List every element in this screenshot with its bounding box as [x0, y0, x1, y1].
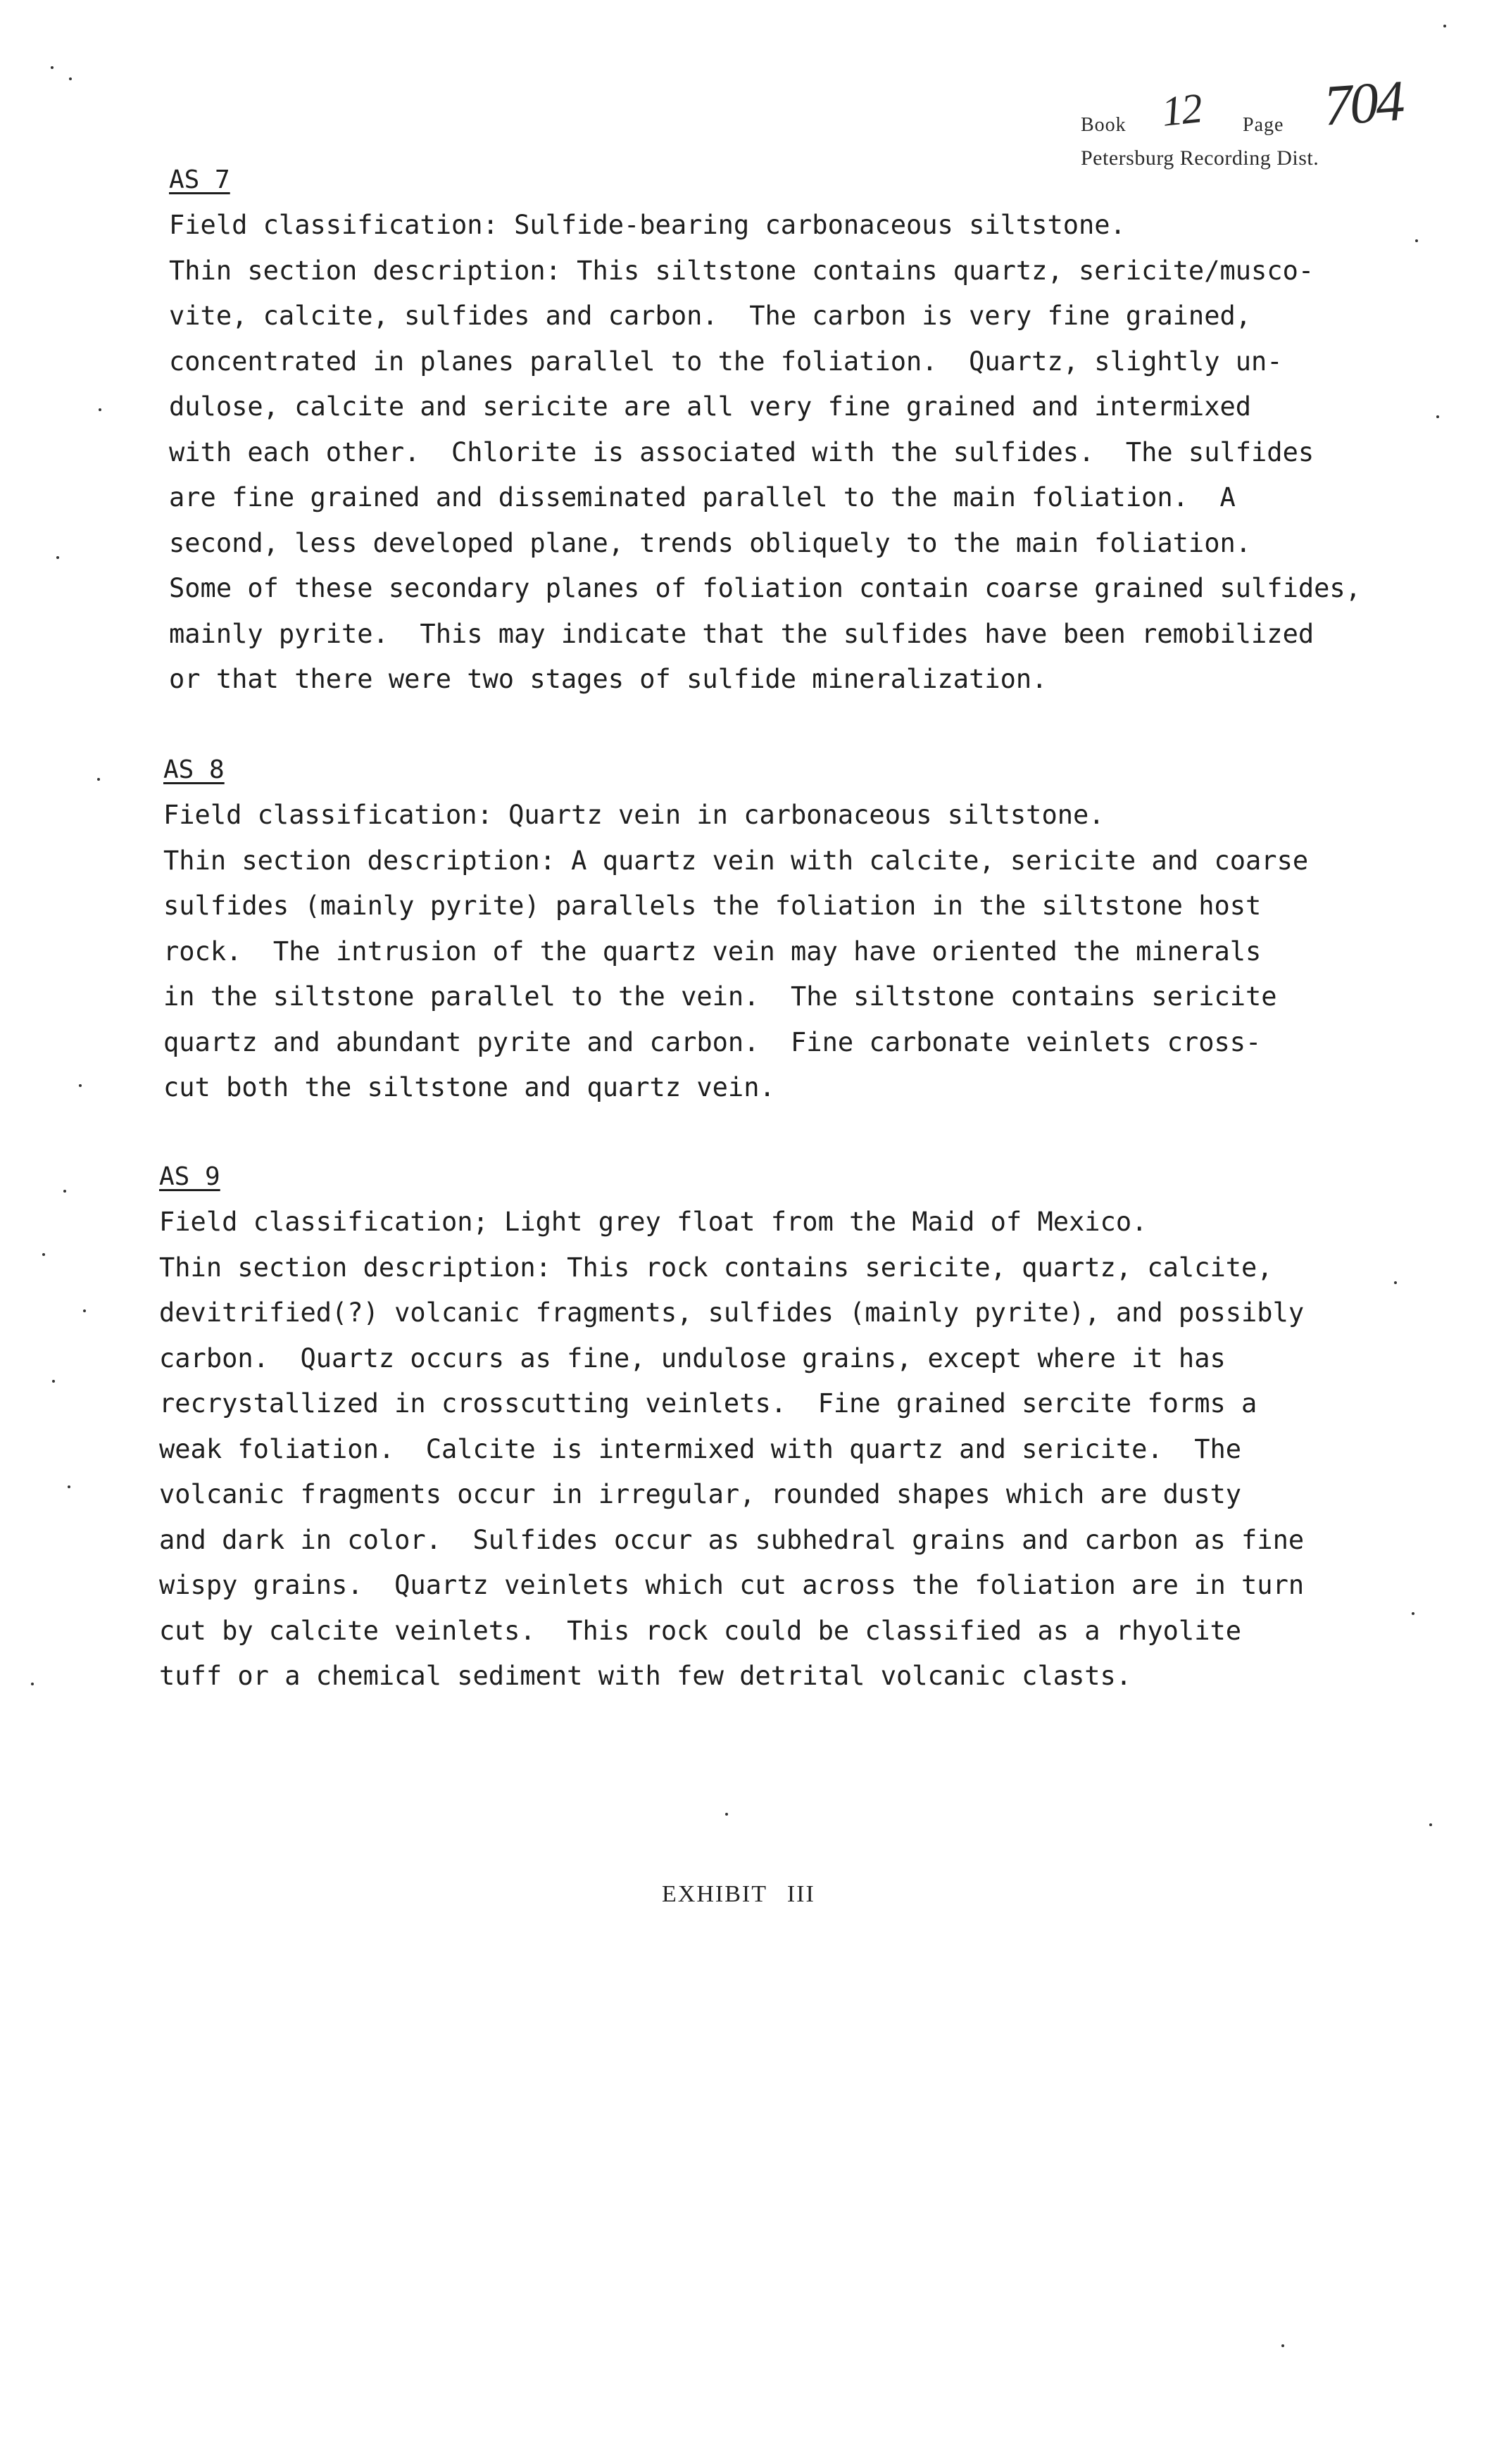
section-as8	[163, 748, 1360, 1111]
text-line: rock. The intrusion of the quartz vein may have oriented the minerals	[163, 936, 1262, 967]
scan-speck	[31, 1683, 34, 1685]
text-line: wispy grains. Quartz veinlets which cut across the foliation are in turn	[159, 1570, 1305, 1600]
scan-speck	[1412, 1612, 1414, 1615]
scan-speck	[1394, 1281, 1397, 1284]
section-heading: AS 9	[159, 1162, 220, 1191]
text-line: cut both the siltstone and quartz vein.	[163, 1072, 775, 1102]
scan-speck	[1415, 239, 1418, 242]
exhibit-label: EXHIBIT III	[662, 1881, 815, 1907]
scan-speck	[68, 1485, 70, 1488]
scan-speck	[69, 77, 72, 80]
text-line: vite, calcite, sulfides and carbon. The carbon is very fine grained,	[169, 301, 1252, 331]
text-line: tuff or a chemical sediment with few detrital volcanic clasts.	[159, 1661, 1132, 1691]
stamp-book-page-line	[1081, 68, 1405, 138]
text-line: Thin section description: This rock contains sericite, quartz, calcite,	[159, 1252, 1273, 1283]
text-line: in the siltstone parallel to the vein. The siltstone contains sericite	[163, 981, 1277, 1012]
text-line: quartz and abundant pyrite and carbon. Fine carbonate veinlets cross-	[163, 1026, 1262, 1057]
text-line: cut by calcite veinlets. This rock could be classified as a rhyolite	[159, 1615, 1242, 1646]
text-line: Some of these secondary planes of foliation contain coarse grained sulfides,	[169, 573, 1361, 603]
scan-speck	[1281, 2344, 1284, 2347]
scan-speck	[63, 1190, 66, 1193]
scan-speck	[52, 1380, 55, 1383]
text-line: are fine grained and disseminated parallel to the main foliation. A	[169, 482, 1236, 513]
scan-speck	[1436, 415, 1439, 418]
text-line: with each other. Chlorite is associated with the sulfides. The sulfides	[169, 436, 1315, 467]
stamp-book-label: Book	[1081, 114, 1127, 136]
scan-speck	[725, 1813, 728, 1816]
text-line: Field classification: Sulfide-bearing carbonaceous siltstone.	[169, 210, 1126, 240]
scan-speck	[56, 556, 59, 559]
text-line: weak foliation. Calcite is intermixed with quartz and sericite. The	[159, 1433, 1242, 1464]
text-line: carbon. Quartz occurs as fine, undulose grains, except where it has	[159, 1343, 1226, 1374]
stamp-book-number: 12	[1159, 84, 1204, 135]
scan-speck	[42, 1253, 45, 1256]
text-line: volcanic fragments occur in irregular, rounded shapes which are dusty	[159, 1479, 1242, 1509]
stamp-page-label: Page	[1243, 114, 1284, 136]
stamp-page-number: 704	[1321, 68, 1405, 138]
scan-speck	[79, 1084, 82, 1087]
text-line: or that there were two stages of sulfide mineralization.	[169, 664, 1048, 694]
text-line: Thin section description: This siltstone contains quartz, sericite/musco-	[169, 255, 1315, 286]
scan-speck	[1443, 25, 1446, 27]
section-heading: AS 8	[163, 755, 225, 784]
section-as7	[169, 158, 1366, 703]
scan-speck	[99, 408, 101, 411]
section-heading: AS 7	[169, 165, 230, 194]
text-line: recrystallized in crosscutting veinlets. Fine grained sercite forms a	[159, 1388, 1257, 1419]
scan-speck	[51, 66, 54, 69]
stamp-recording-district: Petersburg Recording Dist.	[1081, 146, 1319, 170]
scan-speck	[97, 778, 100, 781]
text-line: mainly pyrite. This may indicate that the sulfides have been remobilized	[169, 618, 1315, 649]
scan-speck	[1429, 1823, 1432, 1826]
text-line: and dark in color. Sulfides occur as subhedral grains and carbon as fine	[159, 1524, 1305, 1555]
text-line: sulfides (mainly pyrite) parallels the foliation in the siltstone host	[163, 891, 1262, 921]
text-line: concentrated in planes parallel to the foliation. Quartz, slightly un-	[169, 346, 1283, 377]
scan-speck	[83, 1309, 86, 1312]
text-line: devitrified(?) volcanic fragments, sulfides (mainly pyrite), and possibly	[159, 1297, 1305, 1328]
text-line: Field classification: Quartz vein in carbonaceous siltstone.	[163, 800, 1105, 830]
section-as9	[159, 1155, 1356, 1699]
text-line: dulose, calcite and sericite are all very fine grained and intermixed	[169, 391, 1252, 422]
text-line: Thin section description: A quartz vein with calcite, sericite and coarse	[163, 845, 1309, 876]
text-line: Field classification; Light grey float from the Maid of Mexico.	[159, 1207, 1148, 1237]
text-line: second, less developed plane, trends obliquely to the main foliation.	[169, 527, 1252, 558]
